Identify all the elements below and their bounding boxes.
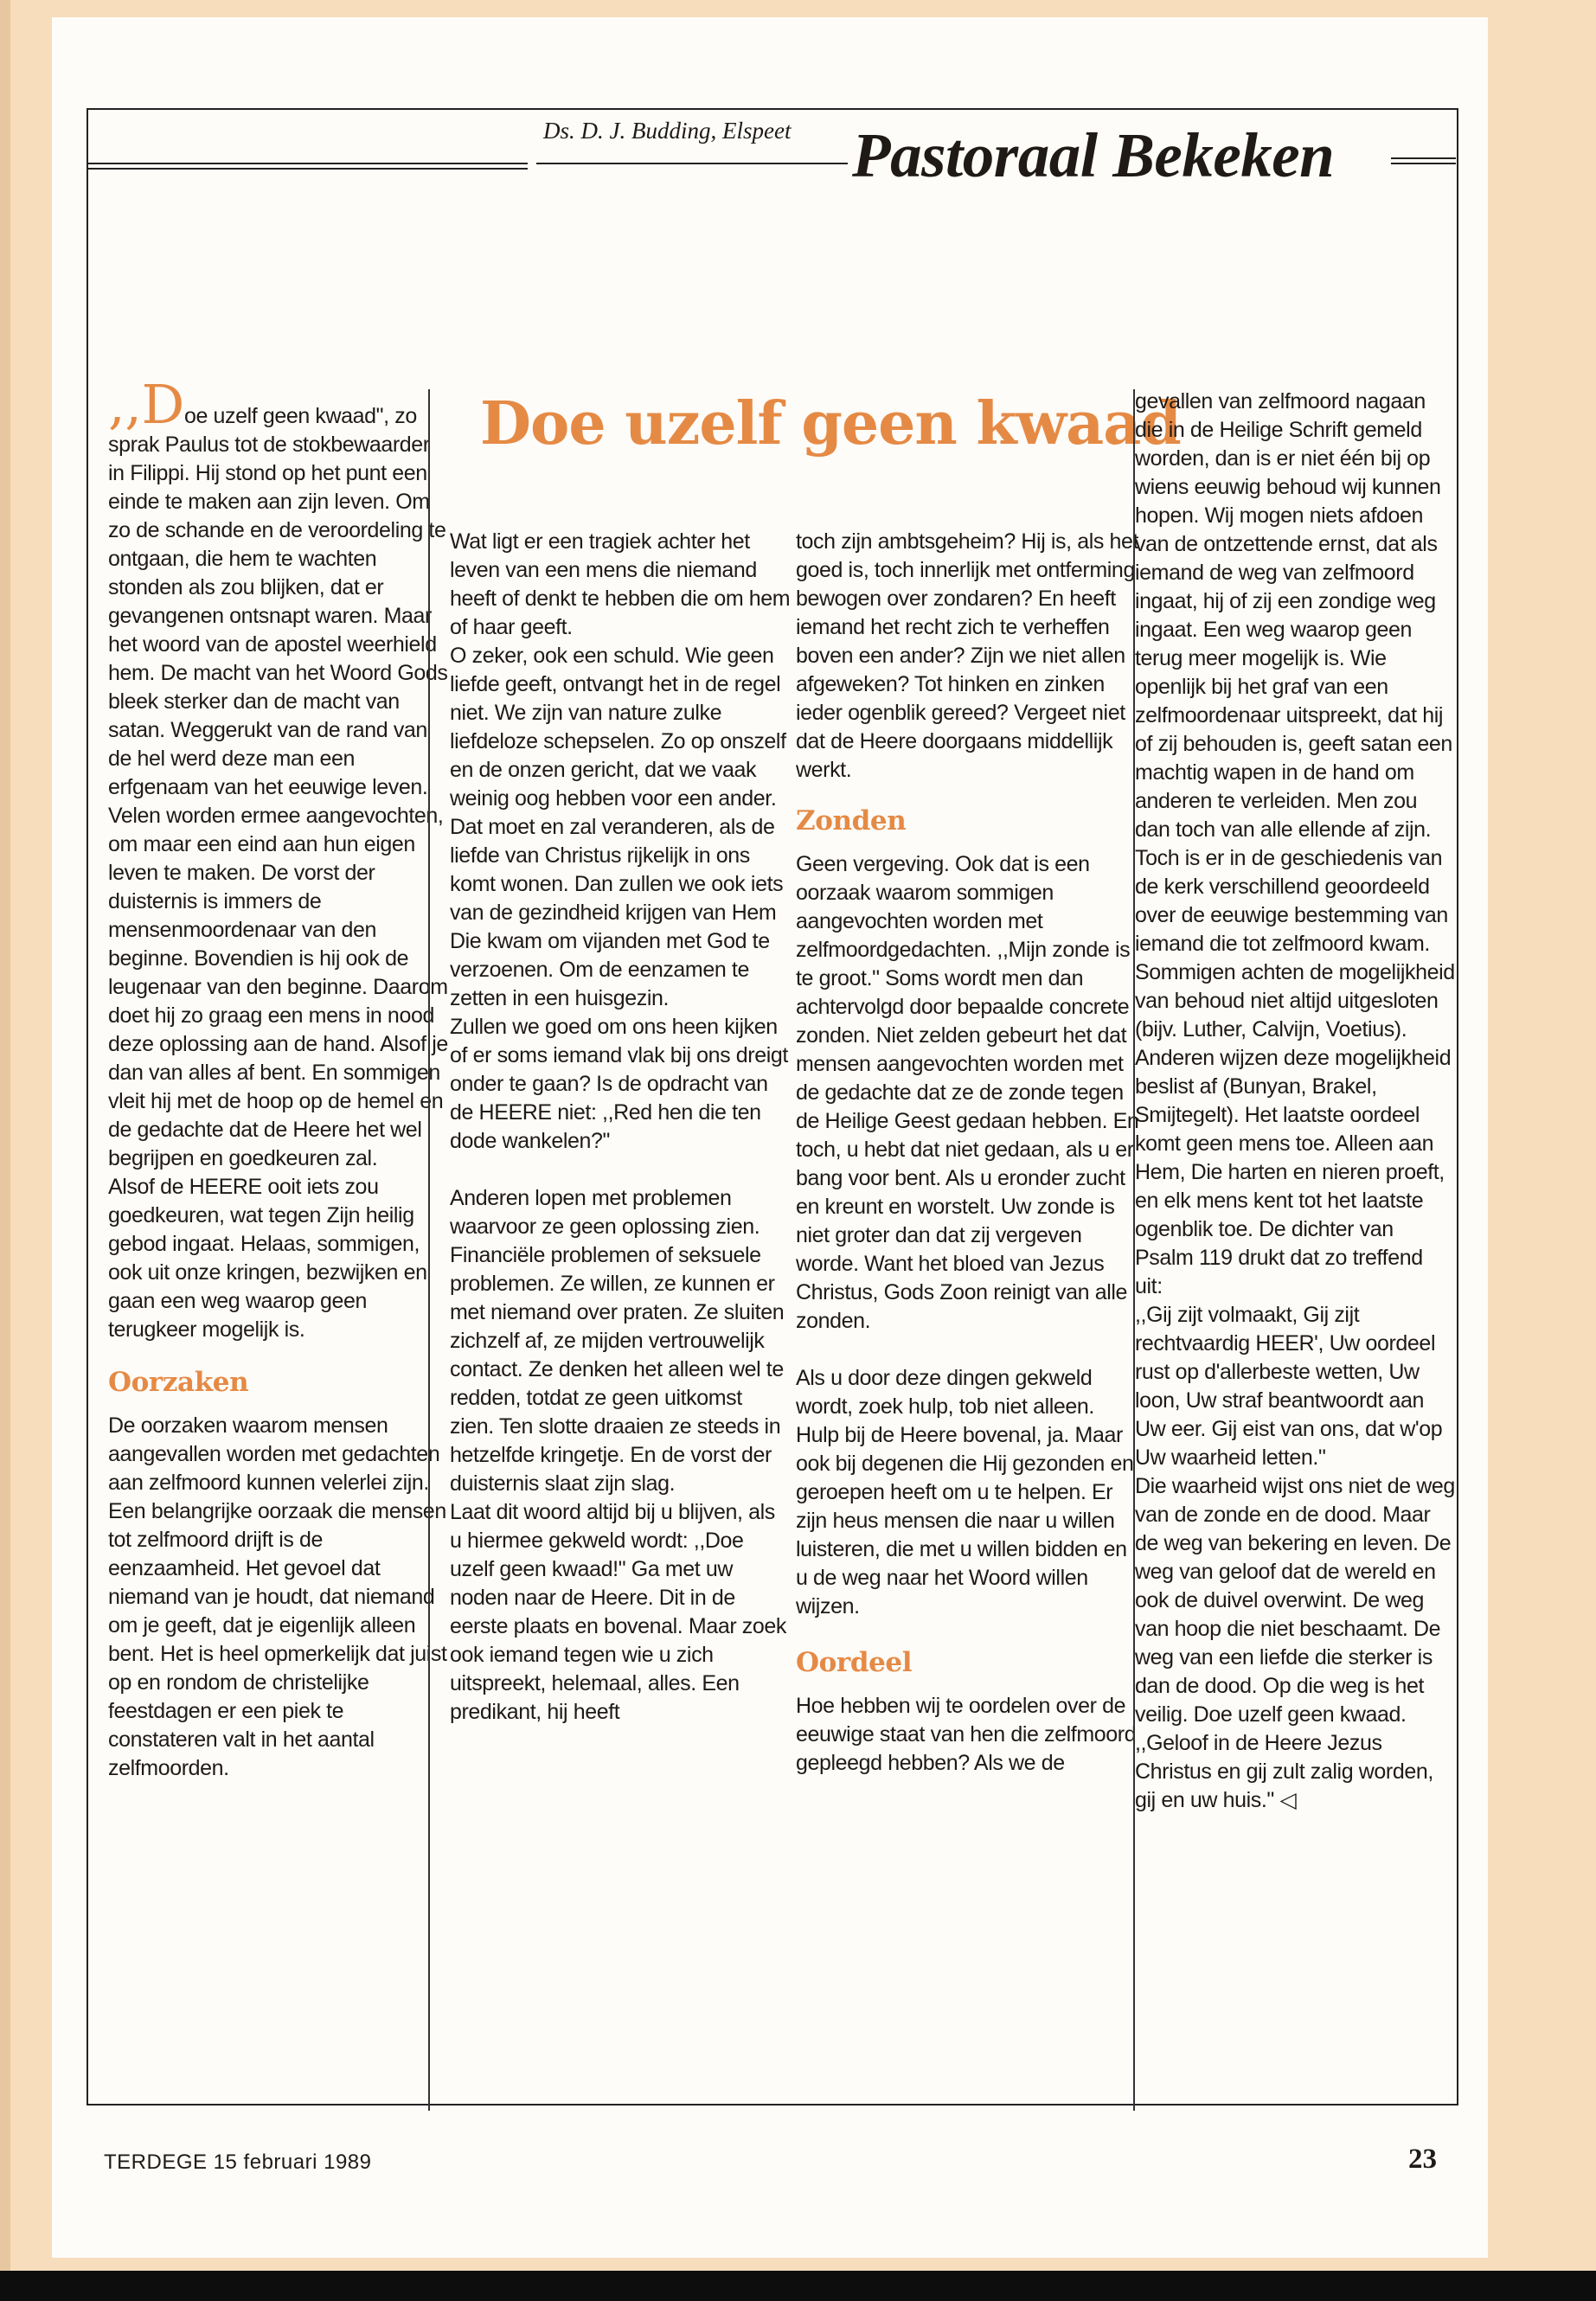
magazine-issue: TERDEGE 15 februari 1989 [104,2150,372,2174]
section-title: Pastoraal Bekeken [852,120,1335,190]
subheading-oorzaken: Oorzaken [108,1367,249,1398]
drop-cap: ,,D [108,373,184,436]
psalm-quote: ,,Gij zijt volmaakt, Gij zijt rechtvaardig HEER', Uw oordeel rust op d'allerbeste wetten, Uw loon, Uw straf beantwoordt aan Uw eer. Gij eist van ons, dat w'op Uw waarheid letten." [1135,1303,1443,1470]
paragraph: Laat dit woord altijd bij u blijven, als u hiermee gekweld wordt: ,,Doe uzelf geen kwaad!" Ga met uw noden naar de Heere. Dit in de eerste plaats en bovenal. Maar zoek ook iemand tegen wie u zich uitspreekt, helemaal, alles. Een predikant, hij heeft [450,1500,787,1724]
paragraph: Anderen lopen met problemen waarvoor ze geen oplossing zien. Financiële problemen of seksuele problemen. Ze willen, ze kunnen er met niemand over praten. Ze sluiten zichzelf af, ze mijden vertrouwelijk contact. Ze denken het alleen wel te redden, totdat ze geen uitkomst zien. Ten slotte draaien ze steeds in hetzelfde kringetje. En de vorst der duisternis slaat zijn slag. [450,1186,785,1496]
magazine-page [52,17,1488,2258]
subheading-oordeel: Oordeel [796,1647,913,1678]
paragraph: Die waarheid wijst ons niet de weg van de zonde en de dood. Maar de weg van bekering en leven. De weg van geloof dat de wereld en ook de duivel overwint. De weg van hoop die niet beschaamt. De weg van een liefde die sterker is dan de dood. Op die weg is het veilig. Doe uzelf geen kwaad. ,,Geloof in de Heere Jezus Christus en gij zult zalig worden, gij en uw huis." ◁ [1135,1474,1455,1812]
paragraph: Alsof de HEERE ooit iets zou goedkeuren, wat tegen Zijn heilig gebod ingaat. Helaas, sommigen, ook uit onze kringen, bezwijken en gaan een weg waarop geen terugkeer mogelijk is. [108,1175,427,1342]
paragraph: Hoe hebben wij te oordelen over de eeuwige staat van hen die zelfmoord gepleegd hebben? Als we de [796,1694,1137,1775]
paragraph: O zeker, ook een schuld. Wie geen liefde geeft, ontvangt het in de regel niet. We zijn van nature zulke liefdeloze schepselen. Zo op onszelf en de onzen gericht, dat we vaak weinig oog hebben voor een ander. Dat moet en zal veranderen, als de liefde van Christus rijkelijk in ons komt wonen. Dan zullen we ook iets van de gezindheid krijgen van Hem Die kwam om vijanden met God te verzoenen. Om de eenzamen te zetten in een huisgezin. [450,644,786,1010]
column-divider [428,389,430,2111]
page-number: 23 [1408,2144,1437,2175]
column-1 [108,373,450,1811]
header-rule-left-2 [87,168,528,170]
paragraph: toch zijn ambtsgeheim? Hij is, als het goed is, toch innerlijk met ontferming bewogen over zondaren? En heeft iemand het recht zich te verheffen boven een ander? Zijn we niet allen afgeweken? Tot hinken en zinken ieder ogenblik gereed? Vergeet niet dat de Heere doorgaans middellijk werkt. [796,529,1139,782]
column-2 [450,528,792,1727]
paragraph: Geen vergeving. Ook dat is een oorzaak waarom sommigen aangevochten worden met zelfmoordgedachten. ,,Mijn zonde is te groot." Soms wordt men dan achtervolgd door bepaalde concrete zonden. Niet zelden gebeurt het dat mensen aangevochten worden met de gedachte dat ze de zonde tegen de Heilige Geest gedaan hebben. En toch, u hebt dat niet gedaan, als u er bang voor bent. Als u eronder zucht en kreunt en worstelt. Uw zonde is niet groter dan dat zij vergeven worde. Want het bloed van Jezus Christus, Gods Zoon reinigt van alle zonden. [796,852,1139,1333]
subheading-zonden: Zonden [796,805,907,836]
paragraph: Toch is er in de geschiedenis van de kerk verschillend geoordeeld over de eeuwige bestemming van iemand die tot zelfmoord kwam. Sommigen achten de mogelijkheid van behoud niet altijd uitgesloten (bijv. Luther, Calvijn, Voetius). Anderen wijzen deze mogelijkheid beslist af (Bunyan, Brakel, Smijtegelt). Het laatste oordeel komt geen mens toe. Alleen aan Hem, Die harten en nieren proeft, en elk mens kent tot het laatste ogenblik toe. De dichter van Psalm 119 drukt dat zo treffend uit: [1135,846,1455,1298]
header-rule-mid [536,163,848,164]
paragraph: gevallen van zelfmoord nagaan die in de Heilige Schrift gemeld worden, dan is er niet één bij op wiens eeuwig behoud wij kunnen hopen. Wij mogen niets afdoen van de ontzettende ernst, dat als iemand de weg van zelfmoord ingaat, hij of zij een zondige weg ingaat. Een weg waarop geen terug meer mogelijk is. Wie openlijk bij het graf van een zelfmoordenaar uitspreekt, dat hij of zij behouden is, geeft satan een machtig wapen in de hand om anderen te verleiden. Men zou dan toch van alle ellende af zijn. [1135,389,1452,842]
paragraph: De oorzaken waarom mensen aangevallen worden met gedachten aan zelfmoord kunnen velerlei zijn. Een belangrijke oorzaak die mensen tot zelfmoord drijft is de eenzaamheid. Het gevoel dat niemand van je houdt, dat niemand om je geeft, dat je eigenlijk alleen bent. Het is heel opmerkelijk dat juist op en rondom de christelijke feestdagen er een piek te constateren valt in het aantal zelfmoorden. [108,1413,447,1780]
article-title: Doe uzelf geen kwaad [480,389,1181,458]
paragraph: Velen worden ermee aangevochten, om maar een eind aan hun eigen leven te maken. De vorst der duisternis is immers de mensenmoordenaar van den beginne. Bovendien is hij ook de leugenaar van den beginne. Daarom doet hij zo graag een mens in nood deze oplossing aan de hand. Alsof je dan van alles af bent. En sommigen vleit hij met de hoop op de hemel en de gedachte dat de Heere het wel begrijpen en goedkeuren zal. [108,804,448,1170]
column-4 [1135,388,1455,1815]
column-3 [796,528,1142,1778]
intro-paragraph: ,,Doe uzelf geen kwaad", zo sprak Paulus tot de stokbewaarder in Filippi. Hij stond op het punt een einde te maken aan zijn leven. Om zo de schande en de veroordeling te ontgaan, die hem te wachten stonden als zou blijken, dat er gevangenen ontsnapt waren. Maar het woord van de apostel weerhield hem. De macht van het Woord Gods bleek sterker dan de macht van satan. Weggerukt van de rand van de hel werd deze man een erfgenaam van het eeuwige leven. [108,373,448,799]
scan-bottom-edge [0,2271,1596,2301]
paragraph: Wat ligt er een tragiek achter het leven van een mens die niemand heeft of denkt te hebben die om hem of haar geeft. [450,529,791,639]
author-byline: Ds. D. J. Budding, Elspeet [543,118,792,144]
paragraph: Als u door deze dingen gekweld wordt, zoek hulp, tob niet alleen. Hulp bij de Heere bovenal, ja. Maar ook bij degenen die Hij gezonden en geroepen heeft om u te helpen. Er zijn heus mensen die naar u willen luisteren, die met u willen bidden en u de weg naar het Woord willen wijzen. [796,1366,1134,1618]
paragraph: Zullen we goed om ons heen kijken of er soms iemand vlak bij ons dreigt onder te gaan? Is de opdracht van de HEERE niet: ,,Red hen die ten dode wankelen?" [450,1015,788,1153]
scan-edge [0,0,10,2271]
header-rule-left [87,163,528,164]
